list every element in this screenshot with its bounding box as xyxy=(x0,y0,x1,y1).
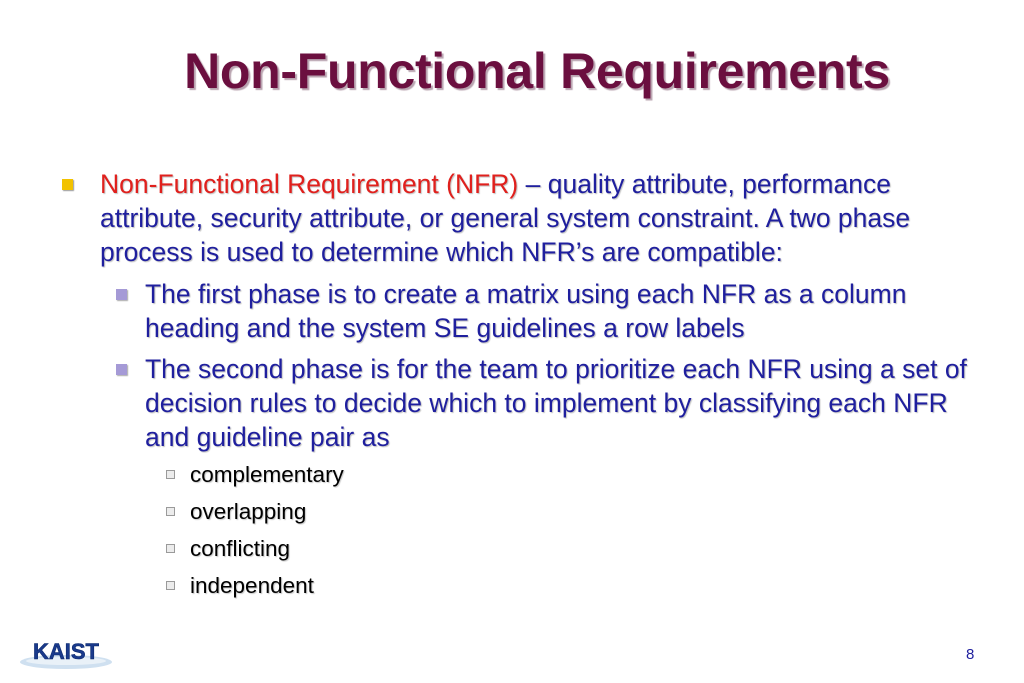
bullet-square-icon xyxy=(166,581,175,590)
bullet-square-icon xyxy=(166,544,175,553)
classification-item: complementary xyxy=(190,462,344,487)
page-number: 8 xyxy=(966,646,975,663)
classification-item: overlapping xyxy=(190,499,307,524)
kaist-logo xyxy=(18,634,114,672)
nfr-definition-text: – quality attribute, performance attribute, security attribute, or general system constraint. A two phase process is used to determine which NFR’s are compatible: xyxy=(100,169,911,267)
nfr-term: Non-Functional Requirement (NFR) xyxy=(100,169,519,199)
classification-item: conflicting xyxy=(190,536,291,561)
classification-item: independent xyxy=(190,573,314,598)
logo-text: KAIST xyxy=(33,639,99,664)
bullet-square-icon xyxy=(166,507,175,516)
bullet-square-icon xyxy=(116,289,127,300)
phase-item-first: The first phase is to create a matrix using each NFR as a column heading and the system SE guidelines a row labels xyxy=(145,279,907,343)
bullet-square-icon xyxy=(116,364,127,375)
phase-item-second: The second phase is for the team to prioritize each NFR using a set of decision rules to decide which to implement by classifying each NFR and guideline pair as xyxy=(145,354,967,452)
bullet-square-icon xyxy=(166,470,175,479)
bullet-square-icon xyxy=(62,179,73,190)
slide-title: Non-Functional Requirements xyxy=(184,43,890,99)
nfr-definition-paragraph xyxy=(100,167,980,269)
